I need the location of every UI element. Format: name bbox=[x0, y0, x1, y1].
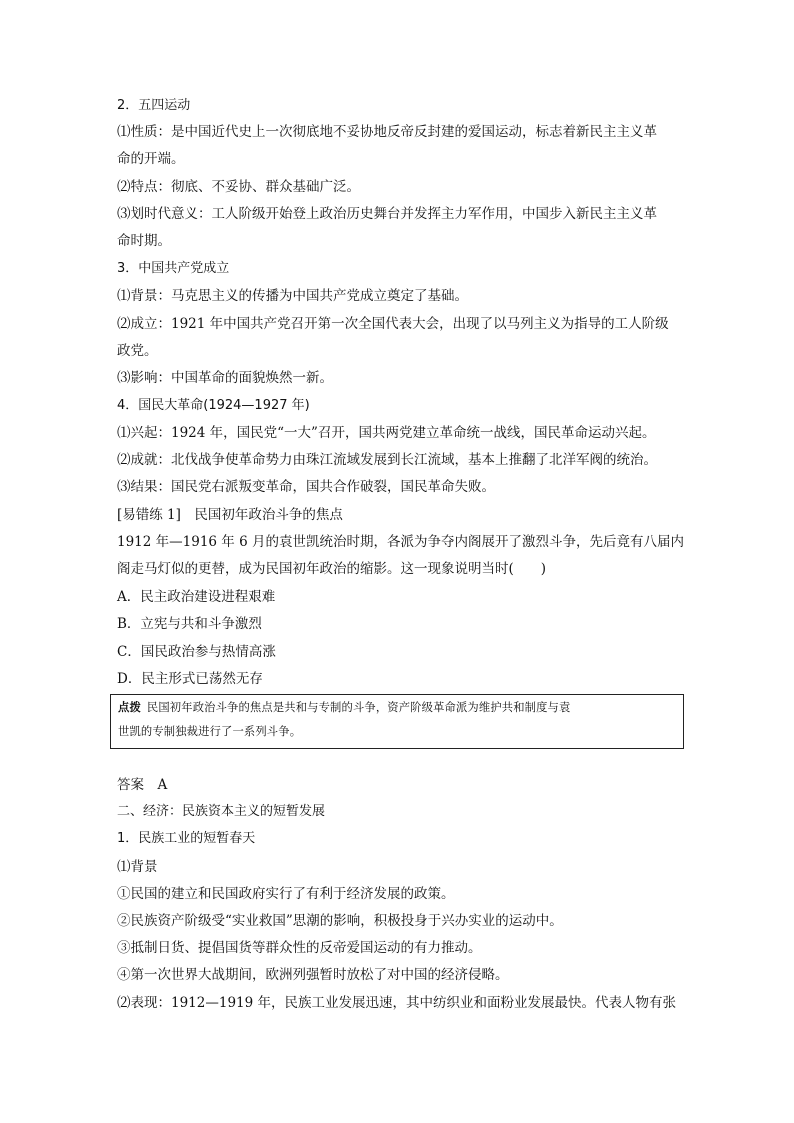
exercise-stem-line2: 阁走马灯似的更替，成为民国初年政治的缩影。这一现象说明当时( ) bbox=[117, 561, 547, 577]
section-4-title: 4．国民大革命(1924—1927 年) bbox=[117, 398, 310, 413]
section-3-title: 3．中国共产党成立 bbox=[117, 261, 230, 276]
section-3-background: ⑴背景：马克思主义的传播为中国共产党成立奠定了基础。 bbox=[117, 288, 468, 304]
section-4-rise: ⑴兴起：1924 年，国民党“一大”召开，国共两党建立革命统一战线，国民革命运动兴起。 bbox=[117, 425, 656, 441]
option-b: B．立宪与共和斗争激烈 bbox=[117, 616, 262, 632]
hint-line1 bbox=[118, 698, 680, 718]
section-3-impact: ⑶影响：中国革命的面貌焕然一新。 bbox=[117, 370, 333, 386]
option-a: A．民主政治建设进程艰难 bbox=[117, 589, 276, 605]
section-3-founding-line1: ⑵成立：1921 年中国共产党召开第一次全国代表大会，出现了以马列主义为指导的工人阶级 bbox=[117, 316, 669, 332]
economy-subtitle: 1．民族工业的短暂春天 bbox=[117, 831, 256, 846]
option-d: D．民主形式已荡然无存 bbox=[117, 671, 263, 687]
economy-background-heading: ⑴背景 bbox=[117, 859, 158, 875]
section-3-founding-line2: 政党。 bbox=[117, 343, 158, 359]
answer: 答案 A bbox=[117, 777, 168, 793]
hint-line2: 世凯的专制独裁进行了一系列斗争。 bbox=[118, 725, 302, 738]
economy-title: 二、经济：民族资本主义的短暂发展 bbox=[117, 804, 326, 819]
hint-line1-text: 民国初年政治斗争的焦点是共和与专制的斗争，资产阶级革命派为维护共和制度与袁 bbox=[146, 701, 571, 714]
exercise-title: [易错练 1] 民国初年政治斗争的焦点 bbox=[117, 507, 343, 523]
economy-background-4: ④第一次世界大战期间，欧洲列强暂时放松了对中国的经济侵略。 bbox=[117, 967, 509, 983]
section-4-result: ⑶结果：国民党右派叛变革命，国共合作破裂，国民革命失败。 bbox=[117, 479, 495, 495]
economy-background-1: ①民国的建立和民国政府实行了有利于经济发展的政策。 bbox=[117, 886, 455, 902]
hint-label: 点拨 bbox=[118, 701, 141, 714]
section-2-significance-line2: 命时期。 bbox=[117, 233, 171, 249]
economy-background-3: ③抵制日货、提倡国货等群众性的反帝爱国运动的有力推动。 bbox=[117, 940, 482, 956]
option-c: C．国民政治参与热情高涨 bbox=[117, 644, 276, 660]
section-4-achievement: ⑵成就：北伐战争使革命势力由珠江流域发展到长江流域，基本上推翻了北洋军阀的统治。 bbox=[117, 452, 657, 468]
section-2-features: ⑵特点：彻底、不妥协、群众基础广泛。 bbox=[117, 179, 360, 195]
section-2-nature-line1: ⑴性质：是中国近代史上一次彻底地不妥协地反帝反封建的爱国运动，标志着新民主主义革 bbox=[117, 124, 657, 140]
economy-performance: ⑵表现：1912—1919 年，民族工业发展迅速，其中纺织业和面粉业发展最快。代表人物有张 bbox=[117, 995, 677, 1011]
section-2-title: 2．五四运动 bbox=[117, 98, 191, 113]
exercise-stem-line1: 1912 年—1916 年 6 月的袁世凯统治时期，各派为争夺内阁展开了激烈斗争，先后竟有八届内 bbox=[117, 534, 684, 550]
section-2-significance-line1: ⑶划时代意义：工人阶级开始登上政治历史舞台并发挥主力军作用，中国步入新民主主义革 bbox=[117, 206, 657, 222]
section-2-nature-line2: 命的开端。 bbox=[117, 151, 185, 167]
economy-background-2: ②民族资产阶级受“实业救国”思潮的影响，积极投身于兴办实业的运动中。 bbox=[117, 913, 563, 929]
